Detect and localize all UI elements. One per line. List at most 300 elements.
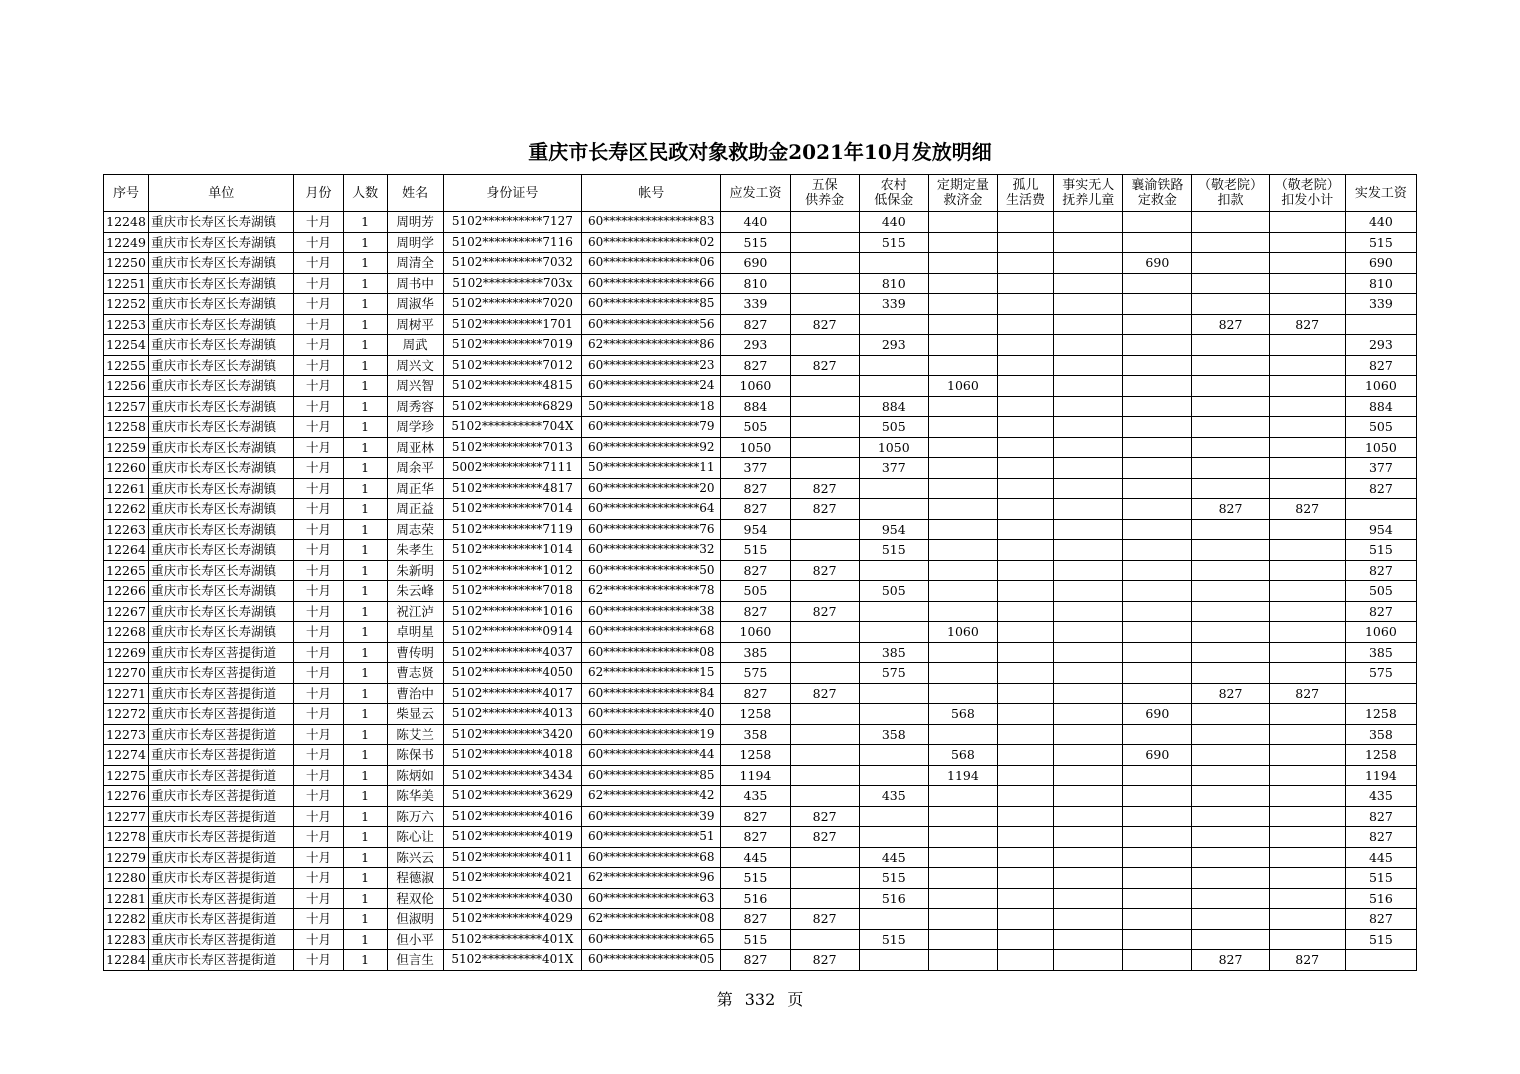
table-cell: 朱新明 (387, 560, 443, 581)
table-cell: 十月 (294, 396, 343, 417)
table-cell: 十月 (294, 253, 343, 274)
table-cell: 12277 (104, 806, 149, 827)
table-cell: 1194 (928, 765, 997, 786)
table-cell (1054, 888, 1123, 909)
table-cell: 12281 (104, 888, 149, 909)
table-cell: 重庆市长寿区长寿湖镇 (149, 232, 294, 253)
table-cell (1269, 273, 1345, 294)
table-cell (998, 663, 1054, 684)
table-cell: 5102**********4018 (443, 745, 581, 766)
table-cell: 690 (1345, 253, 1416, 274)
table-cell: 50****************11 (582, 458, 721, 479)
table-cell: 5102**********3434 (443, 765, 581, 786)
table-cell: 5102**********7119 (443, 519, 581, 540)
table-cell (1054, 540, 1123, 561)
table-row (104, 909, 1417, 930)
table-cell (1269, 909, 1345, 930)
table-cell: 1 (343, 314, 387, 335)
table-cell: 60****************39 (582, 806, 721, 827)
table-cell (1345, 499, 1416, 520)
table-cell (998, 786, 1054, 807)
table-cell: 60****************66 (582, 273, 721, 294)
table-cell (998, 806, 1054, 827)
table-cell (928, 335, 997, 356)
table-cell: 5102**********1701 (443, 314, 581, 335)
table-cell (1054, 273, 1123, 294)
table-cell: 5102**********703x (443, 273, 581, 294)
table-cell (1123, 499, 1192, 520)
table-cell: 5102**********7020 (443, 294, 581, 315)
table-cell (1269, 786, 1345, 807)
table-cell: 十月 (294, 560, 343, 581)
table-cell: 60****************06 (582, 253, 721, 274)
column-header: 帐号 (582, 175, 721, 212)
table-cell (790, 335, 859, 356)
table-row (104, 806, 1417, 827)
table-cell (998, 560, 1054, 581)
table-cell: 周正华 (387, 478, 443, 499)
table-row (104, 335, 1417, 356)
table-cell (790, 745, 859, 766)
table-cell (1054, 499, 1123, 520)
table-cell: 重庆市长寿区菩提街道 (149, 950, 294, 971)
table-cell (859, 683, 928, 704)
table-cell: 5102**********7032 (443, 253, 581, 274)
table-cell (1269, 622, 1345, 643)
table-cell: 62****************96 (582, 868, 721, 889)
table-cell: 445 (721, 847, 790, 868)
column-header: 身份证号 (443, 175, 581, 212)
table-cell (790, 868, 859, 889)
table-cell (1123, 560, 1192, 581)
page-footer (0, 987, 1520, 1010)
table-cell (1054, 724, 1123, 745)
table-cell (1345, 950, 1416, 971)
table-cell: 12259 (104, 437, 149, 458)
table-cell (1269, 560, 1345, 581)
table-cell: 周亚林 (387, 437, 443, 458)
table-cell (928, 540, 997, 561)
table-cell (1123, 335, 1192, 356)
table-cell: 十月 (294, 335, 343, 356)
table-cell (998, 847, 1054, 868)
table-cell: 1 (343, 663, 387, 684)
table-cell (1054, 929, 1123, 950)
table-cell: 810 (1345, 273, 1416, 294)
table-cell: 1 (343, 745, 387, 766)
table-cell: 12253 (104, 314, 149, 335)
table-cell: 5102**********7116 (443, 232, 581, 253)
table-cell (1123, 581, 1192, 602)
table-cell (859, 355, 928, 376)
table-row (104, 745, 1417, 766)
table-cell: 重庆市长寿区长寿湖镇 (149, 519, 294, 540)
table-cell (1123, 786, 1192, 807)
table-cell (790, 253, 859, 274)
table-cell: 12266 (104, 581, 149, 602)
table-cell (859, 806, 928, 827)
table-cell: 690 (721, 253, 790, 274)
table-cell: 重庆市长寿区长寿湖镇 (149, 540, 294, 561)
table-cell: 62****************86 (582, 335, 721, 356)
table-cell: 690 (1123, 745, 1192, 766)
table-cell: 5102**********3629 (443, 786, 581, 807)
table-cell: 1060 (928, 376, 997, 397)
table-cell: 358 (721, 724, 790, 745)
table-cell (790, 458, 859, 479)
table-cell: 810 (721, 273, 790, 294)
table-cell (998, 212, 1054, 233)
table-cell: 505 (859, 417, 928, 438)
table-cell: 12279 (104, 847, 149, 868)
table-cell: 5102**********4011 (443, 847, 581, 868)
table-cell (928, 827, 997, 848)
table-cell: 575 (859, 663, 928, 684)
table-cell: 12263 (104, 519, 149, 540)
table-row (104, 950, 1417, 971)
table-cell (1054, 437, 1123, 458)
table-cell (1269, 601, 1345, 622)
table-cell: 十月 (294, 909, 343, 930)
table-cell (998, 868, 1054, 889)
table-cell (1192, 765, 1269, 786)
table-cell: 435 (721, 786, 790, 807)
table-cell: 60****************76 (582, 519, 721, 540)
table-cell: 陈华美 (387, 786, 443, 807)
table-cell: 周学珍 (387, 417, 443, 438)
table-cell: 5102**********7127 (443, 212, 581, 233)
table-cell (790, 663, 859, 684)
table-cell (928, 909, 997, 930)
table-cell: 周余平 (387, 458, 443, 479)
table-cell: 十月 (294, 786, 343, 807)
table-cell: 十月 (294, 478, 343, 499)
table-cell: 60****************68 (582, 622, 721, 643)
table-cell: 程德淑 (387, 868, 443, 889)
column-header: 定期定量 救济金 (928, 175, 997, 212)
table-cell: 445 (859, 847, 928, 868)
table-cell (1054, 909, 1123, 930)
table-row (104, 273, 1417, 294)
table-cell (1123, 683, 1192, 704)
table-cell (1192, 786, 1269, 807)
table-cell: 385 (721, 642, 790, 663)
table-cell: 重庆市长寿区长寿湖镇 (149, 376, 294, 397)
table-cell: 60****************20 (582, 478, 721, 499)
table-cell (790, 273, 859, 294)
table-cell: 1 (343, 601, 387, 622)
table-cell: 1 (343, 437, 387, 458)
table-header-row (104, 175, 1417, 212)
table-cell (790, 417, 859, 438)
table-cell: 1 (343, 355, 387, 376)
table-cell: 827 (790, 499, 859, 520)
table-cell (1269, 724, 1345, 745)
table-cell (1123, 806, 1192, 827)
table-cell: 1 (343, 827, 387, 848)
table-cell (1054, 314, 1123, 335)
table-cell (1054, 704, 1123, 725)
table-row (104, 540, 1417, 561)
table-row (104, 765, 1417, 786)
table-row (104, 888, 1417, 909)
table-cell: 重庆市长寿区菩提街道 (149, 724, 294, 745)
table-cell: 重庆市长寿区长寿湖镇 (149, 478, 294, 499)
table-cell (790, 396, 859, 417)
table-cell: 440 (1345, 212, 1416, 233)
table-cell: 1 (343, 704, 387, 725)
table-cell: 884 (721, 396, 790, 417)
table-cell (928, 868, 997, 889)
table-row (104, 499, 1417, 520)
table-cell (928, 581, 997, 602)
table-cell (1123, 642, 1192, 663)
table-cell (928, 273, 997, 294)
table-cell: 1194 (1345, 765, 1416, 786)
table-cell (1123, 663, 1192, 684)
table-cell (1192, 519, 1269, 540)
table-cell (1269, 253, 1345, 274)
table-cell: 60****************68 (582, 847, 721, 868)
table-cell (998, 478, 1054, 499)
table-cell: 440 (859, 212, 928, 233)
table-cell (790, 540, 859, 561)
table-cell: 827 (1345, 478, 1416, 499)
column-header: 应发工资 (721, 175, 790, 212)
table-cell: 827 (790, 314, 859, 335)
table-cell: 1 (343, 683, 387, 704)
table-cell: 重庆市长寿区菩提街道 (149, 765, 294, 786)
table-cell: 十月 (294, 294, 343, 315)
table-row (104, 478, 1417, 499)
table-cell: 515 (1345, 868, 1416, 889)
table-cell: 1060 (928, 622, 997, 643)
table-cell: 827 (721, 950, 790, 971)
table-cell (1123, 909, 1192, 930)
table-cell: 827 (721, 499, 790, 520)
table-row (104, 929, 1417, 950)
table-cell (1269, 827, 1345, 848)
table-cell: 十月 (294, 458, 343, 479)
table-row (104, 232, 1417, 253)
table-cell (998, 601, 1054, 622)
table-cell (1269, 478, 1345, 499)
table-cell: 827 (1269, 499, 1345, 520)
table-cell (859, 950, 928, 971)
table-cell (998, 232, 1054, 253)
table-cell (1269, 458, 1345, 479)
table-cell (1192, 335, 1269, 356)
table-cell: 1 (343, 622, 387, 643)
table-cell (1192, 888, 1269, 909)
table-cell (1054, 232, 1123, 253)
table-cell (1192, 417, 1269, 438)
table-cell (1054, 601, 1123, 622)
table-cell: 周淑华 (387, 294, 443, 315)
table-cell: 5102**********704X (443, 417, 581, 438)
table-cell: 1 (343, 786, 387, 807)
table-cell: 1060 (1345, 622, 1416, 643)
table-cell (928, 724, 997, 745)
table-cell: 重庆市长寿区长寿湖镇 (149, 273, 294, 294)
table-row (104, 314, 1417, 335)
table-row (104, 847, 1417, 868)
table-cell (998, 950, 1054, 971)
table-cell: 690 (1123, 253, 1192, 274)
table-cell (1054, 622, 1123, 643)
table-cell: 884 (1345, 396, 1416, 417)
table-cell: 12276 (104, 786, 149, 807)
table-cell: 385 (859, 642, 928, 663)
table-cell (1192, 232, 1269, 253)
table-cell: 515 (859, 929, 928, 950)
table-cell: 827 (721, 909, 790, 930)
table-cell (1123, 396, 1192, 417)
table-cell: 1 (343, 724, 387, 745)
table-cell: 重庆市长寿区菩提街道 (149, 929, 294, 950)
table-cell (1054, 212, 1123, 233)
table-cell: 5102**********4050 (443, 663, 581, 684)
table-cell: 12257 (104, 396, 149, 417)
table-cell: 435 (859, 786, 928, 807)
table-cell: 954 (1345, 519, 1416, 540)
table-cell (928, 212, 997, 233)
table-cell: 1194 (721, 765, 790, 786)
table-cell: 515 (859, 232, 928, 253)
table-cell: 827 (790, 950, 859, 971)
table-row (104, 724, 1417, 745)
table-cell (1269, 212, 1345, 233)
table-cell: 1 (343, 765, 387, 786)
table-cell (998, 335, 1054, 356)
table-cell (1123, 929, 1192, 950)
table-row (104, 437, 1417, 458)
table-cell: 十月 (294, 724, 343, 745)
table-cell (790, 704, 859, 725)
table-cell (1123, 888, 1192, 909)
page-number: 332 (744, 990, 776, 1009)
table-cell (928, 950, 997, 971)
table-cell: 十月 (294, 868, 343, 889)
table-cell (790, 929, 859, 950)
table-cell: 827 (1345, 601, 1416, 622)
table-cell: 60****************32 (582, 540, 721, 561)
table-cell (998, 888, 1054, 909)
table-cell: 十月 (294, 519, 343, 540)
table-cell: 1 (343, 642, 387, 663)
table-cell: 690 (1123, 704, 1192, 725)
table-cell: 5102**********7013 (443, 437, 581, 458)
table-cell (1192, 909, 1269, 930)
table-cell: 重庆市长寿区长寿湖镇 (149, 314, 294, 335)
table-cell (1123, 232, 1192, 253)
table-cell (998, 437, 1054, 458)
table-cell (998, 642, 1054, 663)
table-cell: 60****************83 (582, 212, 721, 233)
table-cell (1054, 847, 1123, 868)
table-cell (1269, 663, 1345, 684)
table-cell (1054, 519, 1123, 540)
table-cell: 505 (1345, 581, 1416, 602)
table-cell: 5102**********4017 (443, 683, 581, 704)
table-cell (998, 724, 1054, 745)
table-cell: 377 (721, 458, 790, 479)
table-cell: 十月 (294, 704, 343, 725)
table-cell: 陈艾兰 (387, 724, 443, 745)
table-cell: 12250 (104, 253, 149, 274)
table-cell: 575 (1345, 663, 1416, 684)
table-cell: 十月 (294, 663, 343, 684)
table-cell: 十月 (294, 273, 343, 294)
table-cell: 515 (1345, 540, 1416, 561)
table-cell: 重庆市长寿区长寿湖镇 (149, 458, 294, 479)
table-cell: 周明芳 (387, 212, 443, 233)
column-header: 人数 (343, 175, 387, 212)
table-cell (1192, 294, 1269, 315)
table-cell: 12260 (104, 458, 149, 479)
table-cell (1269, 765, 1345, 786)
table-cell (998, 396, 1054, 417)
table-cell: 重庆市长寿区菩提街道 (149, 683, 294, 704)
table-cell (1192, 273, 1269, 294)
table-cell: 827 (1269, 314, 1345, 335)
table-cell (928, 601, 997, 622)
table-cell: 827 (790, 560, 859, 581)
table-cell: 重庆市长寿区长寿湖镇 (149, 581, 294, 602)
table-cell (790, 622, 859, 643)
table-cell (1269, 335, 1345, 356)
table-cell: 祝江泸 (387, 601, 443, 622)
table-row (104, 663, 1417, 684)
table-cell: 568 (928, 745, 997, 766)
table-cell: 十月 (294, 683, 343, 704)
table-cell (1123, 273, 1192, 294)
table-cell: 12274 (104, 745, 149, 766)
table-cell: 重庆市长寿区菩提街道 (149, 909, 294, 930)
table-cell: 1 (343, 888, 387, 909)
table-cell (998, 519, 1054, 540)
table-cell: 12251 (104, 273, 149, 294)
table-cell: 1060 (721, 622, 790, 643)
table-cell: 1 (343, 294, 387, 315)
table-cell (859, 622, 928, 643)
table-cell: 5102**********4016 (443, 806, 581, 827)
table-cell (1269, 232, 1345, 253)
table-row (104, 622, 1417, 643)
table-cell: 重庆市长寿区菩提街道 (149, 806, 294, 827)
table-cell: 505 (859, 581, 928, 602)
table-cell: 重庆市长寿区长寿湖镇 (149, 622, 294, 643)
table-cell: 重庆市长寿区长寿湖镇 (149, 560, 294, 581)
table-cell: 1 (343, 868, 387, 889)
table-cell: 12256 (104, 376, 149, 397)
table-cell: 1 (343, 232, 387, 253)
table-cell: 827 (1192, 950, 1269, 971)
table-cell (1054, 765, 1123, 786)
column-header: 襄渝铁路 定救金 (1123, 175, 1192, 212)
table-cell (1123, 519, 1192, 540)
table-cell (1269, 581, 1345, 602)
table-cell (1192, 458, 1269, 479)
table-cell (998, 581, 1054, 602)
table-cell: 827 (1345, 560, 1416, 581)
table-cell: 重庆市长寿区长寿湖镇 (149, 253, 294, 274)
table-cell: 12269 (104, 642, 149, 663)
table-cell: 12275 (104, 765, 149, 786)
table-cell: 程双伦 (387, 888, 443, 909)
table-cell: 1 (343, 560, 387, 581)
table-cell: 827 (721, 355, 790, 376)
